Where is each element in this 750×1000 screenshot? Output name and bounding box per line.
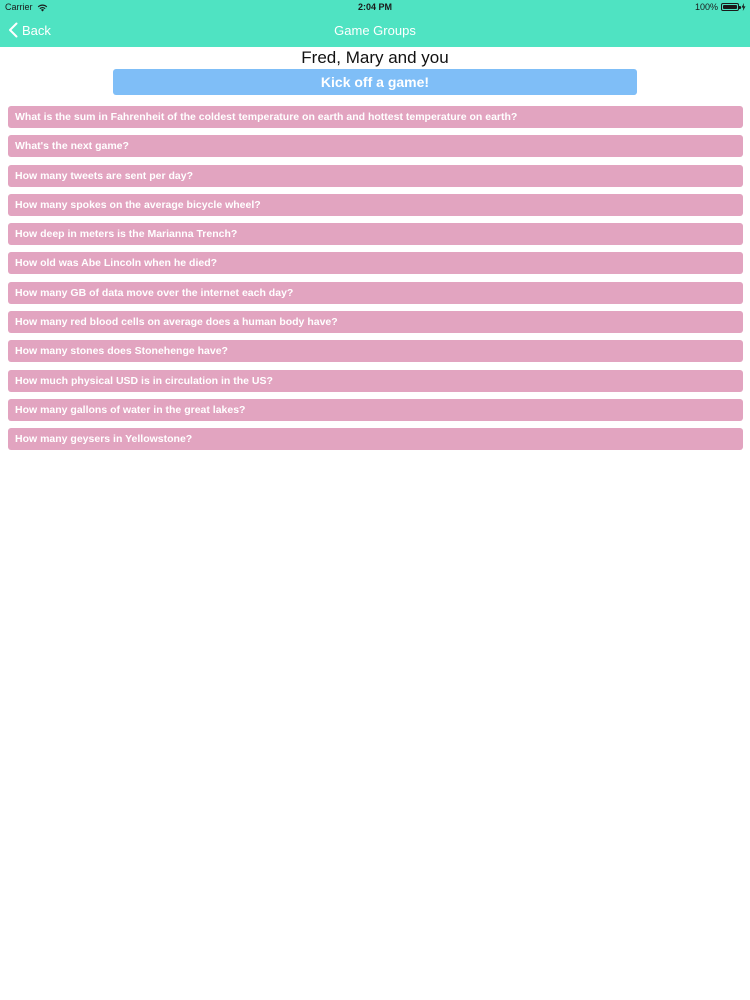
question-list [8, 106, 743, 458]
carrier-label: Carrier [5, 2, 33, 12]
battery-indicator [695, 2, 746, 12]
status-bar [0, 0, 750, 15]
question-row[interactable]: How many GB of data move over the internet each day? [8, 282, 743, 304]
top-bar [0, 0, 750, 47]
battery-fill [723, 5, 737, 9]
question-row[interactable]: What is the sum in Fahrenheit of the coldest temperature on earth and hottest temperature on earth? [8, 106, 743, 128]
battery-percent: 100% [694, 2, 718, 12]
page-title: Game Groups [334, 23, 416, 38]
question-row[interactable]: How many tweets are sent per day? [8, 165, 743, 187]
navigation-bar [0, 15, 750, 47]
battery-icon [721, 3, 739, 11]
kick-off-game-button[interactable]: Kick off a game! [113, 69, 637, 95]
question-row[interactable]: How old was Abe Lincoln when he died? [8, 252, 743, 274]
question-row[interactable]: What's the next game? [8, 135, 743, 157]
question-row[interactable]: How many red blood cells on average does a human body have? [8, 311, 743, 333]
question-row[interactable]: How many gallons of water in the great lakes? [8, 399, 743, 421]
question-row[interactable]: How many stones does Stonehenge have? [8, 340, 743, 362]
question-row[interactable]: How many geysers in Yellowstone? [8, 428, 743, 450]
back-label: Back [22, 22, 51, 38]
status-time: 2:04 PM [357, 2, 392, 12]
question-row[interactable]: How much physical USD is in circulation in the US? [8, 370, 743, 392]
charging-bolt-icon [741, 3, 746, 11]
question-row[interactable]: How deep in meters is the Marianna Trench? [8, 223, 743, 245]
question-row[interactable]: How many spokes on the average bicycle wheel? [8, 194, 743, 216]
group-title: Fred, Mary and you [301, 48, 449, 67]
